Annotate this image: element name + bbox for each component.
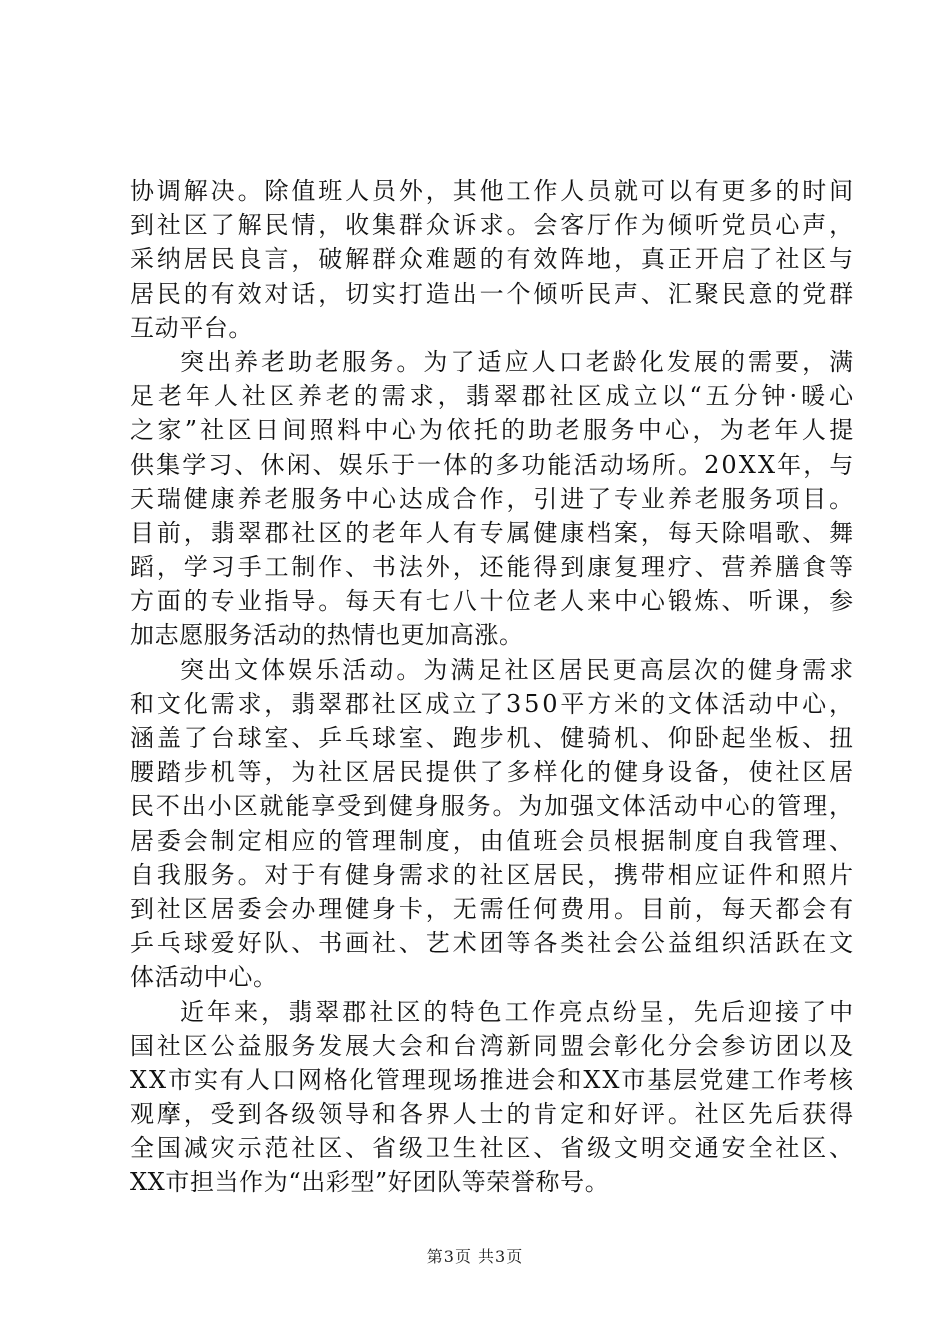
text-line: 足 老 年 人 社 区 养 老 的 需 求 ， 翡 翠 郡 社 区 成 立 以 “ 五 分 钟 · 暖 心 bbox=[130, 382, 854, 411]
text-line: 腰 踏 步 机 等 ， 为 社 区 居 民 提 供 了 多 样 化 的 健 身 设 备 ， 使 社 区 居 bbox=[130, 758, 854, 787]
paragraph-4 bbox=[130, 995, 854, 1200]
text-line: 全 国 减 灾 示 范 社 区 、 省 级 卫 生 社 区 、 省 级 文 明 交 通 安 全 社 区 、 bbox=[130, 1134, 854, 1163]
text-line: XX市担当作为“出彩型”好团队等荣誉称号。 bbox=[130, 1168, 610, 1197]
text-line: 体活动中心。 bbox=[130, 963, 278, 992]
text-line: 乒 乓 球 爱 好 队 、 书 画 社 、 艺 术 团 等 各 类 社 会 公 益 组 织 活 跃 在 文 bbox=[130, 929, 854, 958]
paragraph-1 bbox=[130, 174, 854, 345]
text-line: 到 社 区 了 解 民 情 ， 收 集 群 众 诉 求 。 会 客 厅 作 为 倾 听 党 员 心 声 ， bbox=[130, 211, 854, 240]
text-line: 天 瑞 健 康 养 老 服 务 中 心 达 成 合 作 ， 引 进 了 专 业 养 老 服 务 项 目 。 bbox=[130, 484, 854, 513]
text-line: 居 委 会 制 定 相 应 的 管 理 制 度 ， 由 值 班 会 员 根 据 制 度 自 我 管 理 、 bbox=[130, 826, 854, 855]
text-line: 民 不 出 小 区 就 能 享 受 到 健 身 服 务 。 为 加 强 文 体 活 动 中 心 的 管 理 ， bbox=[130, 792, 854, 821]
text-line: 近 年 来 ， 翡 翠 郡 社 区 的 特 色 工 作 亮 点 纷 呈 ， 先 后 迎 接 了 中 bbox=[180, 997, 854, 1026]
text-line: 蹈 ， 学 习 手 工 制 作 、 书 法 外 ， 还 能 得 到 康 复 理 疗 、 营 养 膳 食 等 bbox=[130, 553, 854, 582]
text-line: 采 纳 居 民 良 言 ， 破 解 群 众 难 题 的 有 效 阵 地 ， 真 正 开 启 了 社 区 与 bbox=[130, 245, 854, 274]
text-line: 居 民 的 有 效 对 话 ， 切 实 打 造 出 一 个 倾 听 民 声 、 汇 聚 民 意 的 党 群 bbox=[130, 279, 854, 308]
document-body bbox=[130, 174, 854, 1200]
paragraph-2 bbox=[130, 345, 854, 653]
text-line: 突 出 文 体 娱 乐 活 动 。 为 满 足 社 区 居 民 更 高 层 次 的 健 身 需 求 bbox=[180, 655, 854, 684]
text-line: 加志愿服务活动的热情也更加高涨。 bbox=[130, 621, 524, 650]
text-line: 供 集 学 习 、 休 闲 、 娱 乐 于 一 体 的 多 功 能 活 动 场 所 。 2 0 X X 年 ， 与 bbox=[130, 450, 854, 479]
text-line: 自 我 服 务 。 对 于 有 健 身 需 求 的 社 区 居 民 ， 携 带 相 应 证 件 和 照 片 bbox=[130, 860, 854, 889]
text-line: 到 社 区 居 委 会 办 理 健 身 卡 ， 无 需 任 何 费 用 。 目 前 ， 每 天 都 会 有 bbox=[130, 894, 854, 923]
text-line: 涵 盖 了 台 球 室 、 乒 乓 球 室 、 跑 步 机 、 健 骑 机 、 仰 卧 起 坐 板 、 扭 bbox=[130, 724, 854, 752]
text-line: X X 市 实 有 人 口 网 格 化 管 理 现 场 推 进 会 和 X X 市 基 层 党 建 工 作 考 核 bbox=[130, 1065, 854, 1094]
text-line: 协 调 解 决 。 除 值 班 人 员 外 ， 其 他 工 作 人 员 就 可 以 有 更 多 的 时 间 bbox=[130, 177, 854, 205]
page-footer: 第3页 共3页 bbox=[426, 1247, 524, 1266]
text-line: 突 出 养 老 助 老 服 务 。 为 了 适 应 人 口 老 龄 化 发 展 的 需 要 ， 满 bbox=[180, 347, 854, 376]
text-line: 方 面 的 专 业 指 导 。 每 天 有 七 八 十 位 老 人 来 中 心 锻 炼 、 听 课 ， 参 bbox=[130, 587, 854, 616]
text-line: 之 家 ” 社 区 日 间 照 料 中 心 为 依 托 的 助 老 服 务 中 心 ， 为 老 年 人 提 bbox=[130, 416, 854, 445]
paragraph-3 bbox=[130, 653, 854, 995]
text-line: 观 摩 ， 受 到 各 级 领 导 和 各 界 人 士 的 肯 定 和 好 评 。 社 区 先 后 获 得 bbox=[130, 1100, 854, 1129]
text-line: 国 社 区 公 益 服 务 发 展 大 会 和 台 湾 新 同 盟 会 彰 化 分 会 参 访 团 以 及 bbox=[130, 1031, 854, 1060]
text-line: 和 文 化 需 求 ， 翡 翠 郡 社 区 成 立 了 3 5 0 平 方 米 的 文 体 活 动 中 心 ， bbox=[130, 689, 854, 718]
text-line: 目 前 ， 翡 翠 郡 社 区 的 老 年 人 有 专 属 健 康 档 案 ， 每 天 除 唱 歌 、 舞 bbox=[130, 518, 854, 547]
text-line: 互动平台。 bbox=[130, 313, 253, 342]
